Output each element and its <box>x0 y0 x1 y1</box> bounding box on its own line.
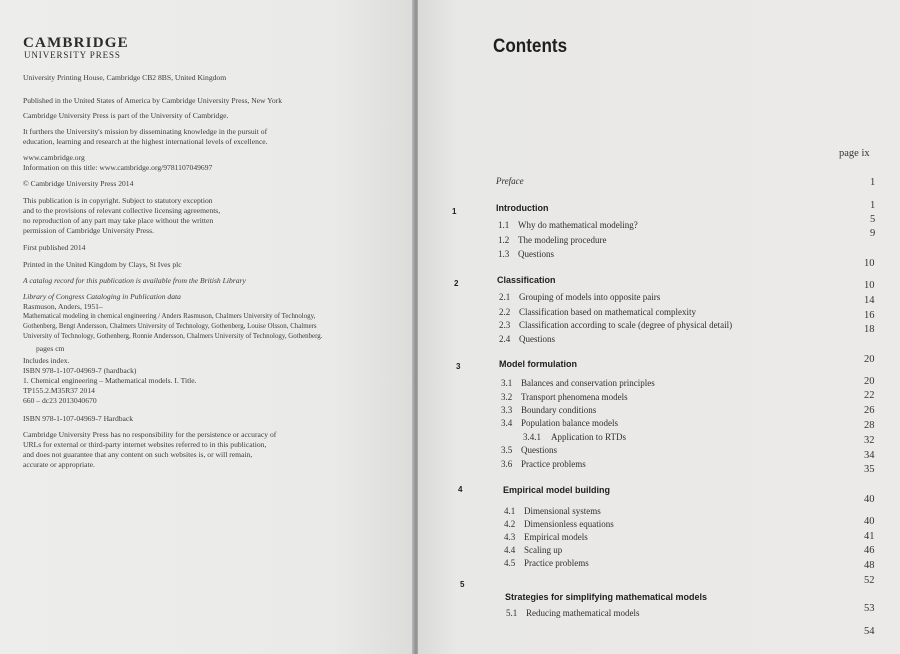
copyright-line: ISBN 978-1-107-04969-7 Hardback <box>23 414 134 423</box>
copyright-line: no reproduction of any part may take place without the written <box>23 216 214 225</box>
copyright-line: URLs for external or third-party internet websites referred to in this publication, <box>23 440 267 449</box>
toc-chapter-title: Strategies for simplifying mathematical models <box>505 592 708 602</box>
toc-chapter-number: 5 <box>460 580 465 589</box>
toc-section: 1.2 The modeling procedure <box>498 235 607 245</box>
toc-chapter-number: 1 <box>452 207 457 216</box>
toc-page-number: 18 <box>864 324 875 335</box>
copyright-line: First published 2014 <box>23 243 86 252</box>
toc-page-number: 41 <box>864 531 875 542</box>
copyright-line: pages cm <box>36 344 65 353</box>
publisher-logo <box>23 36 129 61</box>
toc-page-number: 22 <box>864 390 875 401</box>
toc-section: 4.4 Scaling up <box>504 545 563 555</box>
toc-page-number: 54 <box>864 626 875 637</box>
toc-page-number: 20 <box>864 354 875 365</box>
toc-section: 4.3 Empirical models <box>504 532 588 542</box>
toc-page-number: 1 <box>870 177 876 188</box>
toc-chapter-title: Introduction <box>496 203 549 213</box>
copyright-line: This publication is in copyright. Subject to statutory exception <box>23 196 213 205</box>
toc-section: 4.2 Dimensionless equations <box>504 519 614 529</box>
copyright-line: Printed in the United Kingdom by Clays, St Ives plc <box>23 260 182 269</box>
toc-section: 2.2 Classification based on mathematical complexity <box>499 307 696 317</box>
copyright-line: Rasmuson, Anders, 1951– <box>23 302 103 311</box>
copyright-line: www.cambridge.org <box>23 153 85 162</box>
toc-page-number: 35 <box>864 464 875 475</box>
copyright-line: TP155.2.M35R37 2014 <box>23 386 95 395</box>
copyright-line: Mathematical modeling in chemical engineering / Anders Rasmuson, Chalmers University of Technology, <box>23 313 316 320</box>
toc-chapter-title: Model formulation <box>499 359 577 369</box>
toc-section: 2.4 Questions <box>499 334 555 344</box>
contents-page <box>418 0 900 654</box>
page-title: Contents <box>493 36 568 57</box>
copyright-line: Published in the United States of America by Cambridge University Press, New York <box>23 96 283 105</box>
copyright-line: Cambridge University Press has no responsibility for the persistence or accuracy of <box>23 430 277 439</box>
toc-section: 3.6 Practice problems <box>501 459 586 469</box>
toc-page-number: 1 <box>870 200 876 211</box>
copyright-line: Library of Congress Cataloging in Publication data <box>23 292 181 301</box>
copyright-line: University Printing House, Cambridge CB2 8BS, United Kingdom <box>23 73 227 82</box>
toc-page-number: 52 <box>864 575 875 586</box>
copyright-page <box>0 0 414 654</box>
toc-preface: Preface <box>496 176 524 186</box>
toc-page-number: 9 <box>870 228 876 239</box>
toc-page-number: 14 <box>864 295 875 306</box>
toc-page-number: 5 <box>870 214 876 225</box>
toc-section: 3.5 Questions <box>501 445 557 455</box>
toc-subsection: 3.4.1 Application to RTDs <box>523 432 626 442</box>
toc-page-number: 10 <box>864 258 875 269</box>
toc-page-number: 53 <box>864 603 875 614</box>
toc-chapter-title: Empirical model building <box>503 485 611 495</box>
toc-page-number: 26 <box>864 405 875 416</box>
toc-section: 3.2 Transport phenomena models <box>501 392 628 402</box>
toc-page-number: 16 <box>864 310 875 321</box>
toc-page-number: 32 <box>864 435 875 446</box>
toc-section: 3.1 Balances and conservation principles <box>501 378 655 388</box>
copyright-line: permission of Cambridge University Press. <box>23 226 154 235</box>
toc-section: 3.4 Population balance models <box>501 418 618 428</box>
toc-page-number: page ix <box>839 148 870 159</box>
toc-page-number: 46 <box>864 545 875 556</box>
toc-section: 4.1 Dimensional systems <box>504 506 601 516</box>
toc-chapter-number: 3 <box>456 362 461 371</box>
copyright-line: It furthers the University's mission by disseminating knowledge in the pursuit of <box>23 127 268 136</box>
toc-section: 5.1 Reducing mathematical models <box>506 608 640 618</box>
copyright-line: Information on this title: www.cambridge.org/9781107049697 <box>23 163 213 172</box>
copyright-line: education, learning and research at the highest international levels of excellence. <box>23 137 268 146</box>
copyright-line: accurate or appropriate. <box>23 460 95 469</box>
toc-page-number: 20 <box>864 376 875 387</box>
copyright-line: 1. Chemical engineering – Mathematical models. I. Title. <box>23 376 197 385</box>
toc-section: 4.5 Practice problems <box>504 558 589 568</box>
publisher-name: CAMBRIDGE <box>23 35 129 51</box>
copyright-line: © Cambridge University Press 2014 <box>23 179 134 188</box>
publisher-subtitle: UNIVERSITY PRESS <box>24 50 121 60</box>
toc-page-number: 40 <box>864 516 875 527</box>
toc-page-number: 40 <box>864 494 875 505</box>
toc-section: 2.1 Grouping of models into opposite pairs <box>499 292 661 302</box>
toc-chapter-number: 4 <box>458 485 463 494</box>
toc-section: 1.1 Why do mathematical modeling? <box>498 220 638 230</box>
copyright-line: University of Technology, Gothenberg, Ronnie Andersson, Chalmers University of Technology, Gothenberg. <box>23 333 323 340</box>
toc-page-number: 34 <box>864 450 875 461</box>
copyright-line: and to the provisions of relevant collective licensing agreements, <box>23 206 221 215</box>
toc-page-number: 10 <box>864 280 875 291</box>
toc-section: 2.3 Classification according to scale (degree of physical detail) <box>499 320 733 330</box>
copyright-line: ISBN 978-1-107-04969-7 (hardback) <box>23 366 137 375</box>
toc-page-number: 48 <box>864 560 875 571</box>
toc-section: 1.3 Questions <box>498 249 554 259</box>
copyright-line: A catalog record for this publication is available from the British Library <box>23 276 246 285</box>
copyright-line: and does not guarantee that any content on such websites is, or will remain, <box>23 450 253 459</box>
copyright-line: Gothenberg, Bengt Andersson, Chalmers University of Technology, Gothenberg, Louise Olsson, Chalmers <box>23 323 317 330</box>
toc-section: 3.3 Boundary conditions <box>501 405 597 415</box>
copyright-line: Includes index. <box>23 356 70 365</box>
toc-chapter-title: Classification <box>497 275 556 285</box>
toc-chapter-number: 2 <box>454 279 459 288</box>
toc-page-number: 28 <box>864 420 875 431</box>
copyright-line: Cambridge University Press is part of the University of Cambridge. <box>23 111 229 120</box>
copyright-line: 660 – dc23 2013040670 <box>23 396 97 405</box>
